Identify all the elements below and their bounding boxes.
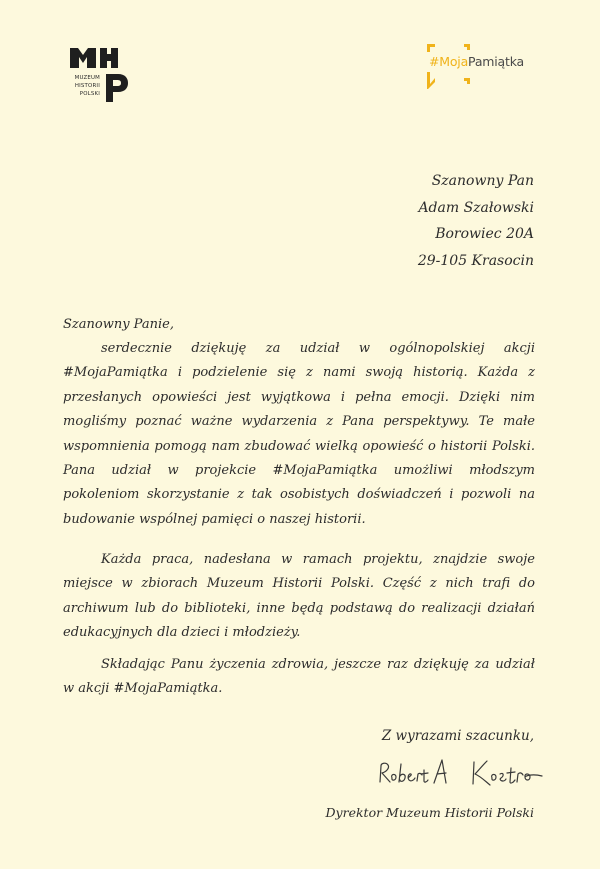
letter-paragraph-3	[63, 653, 535, 702]
letter-closing: Z wyrazami szacunku,	[381, 728, 534, 744]
letter-paragraph-2	[63, 548, 535, 646]
campaign-hashtag: #Moja	[429, 54, 469, 69]
museum-name-line-2: HISTORII	[74, 83, 100, 89]
letter-paragraph-1	[63, 337, 535, 532]
paragraph-text: Składając Panu życzenia zdrowia, jeszcze raz dziękuję za udział w akcji #MojaPamiątka.	[63, 657, 535, 697]
museum-logo	[66, 44, 132, 122]
museum-name-line-1: MUZEUM	[74, 75, 100, 81]
recipient-address	[418, 168, 534, 274]
campaign-title: Pamiątka	[468, 54, 524, 69]
campaign-name	[429, 54, 524, 69]
museum-name	[66, 74, 100, 98]
campaign-logo	[426, 42, 546, 90]
recipient-street: Borowiec 20A	[435, 226, 534, 242]
recipient-city: 29-105 Krasocin	[417, 252, 534, 269]
museum-name-line-3: POLSKI	[79, 91, 100, 97]
signer-title: Dyrektor Muzeum Historii Polski	[325, 805, 534, 820]
signature-icon	[374, 752, 560, 794]
recipient-salutation: Szanowny Pan	[431, 173, 534, 189]
letter-greeting: Szanowny Panie,	[63, 317, 174, 332]
paragraph-text: Każda praca, nadesłana w ramach projektu, znajdzie swoje miejsce w zbiorach Muzeum Historii Polski. Część z nich trafi do archiwum lub do biblioteki, inne będą podstawą do realizacji działań edukacyjnych dla dzieci i młodzieży.	[63, 552, 535, 641]
paragraph-text: serdecznie dziękuję za udział w ogólnopolskiej akcji #MojaPamiątka i podzielenie się z nami swoją historią. Każda z przesłanych opowieści jest wyjątkowa i pełna emocji. Dzięki nim mogliśmy poznać ważne wydarzenia z Pana perspektywy. Te małe wspomnienia pomogą nam zbudować wielką opowieść o historii Polski. Pana udział w projekcie #MojaPamiątka umożliwi młodszym pokoleniom skorzystanie z tak osobistych doświadczeń i pozwoli na budowanie wspólnej pamięci o naszej historii.	[63, 341, 535, 527]
handwritten-signature	[374, 752, 560, 794]
recipient-name: Adam Szałowski	[418, 199, 534, 216]
